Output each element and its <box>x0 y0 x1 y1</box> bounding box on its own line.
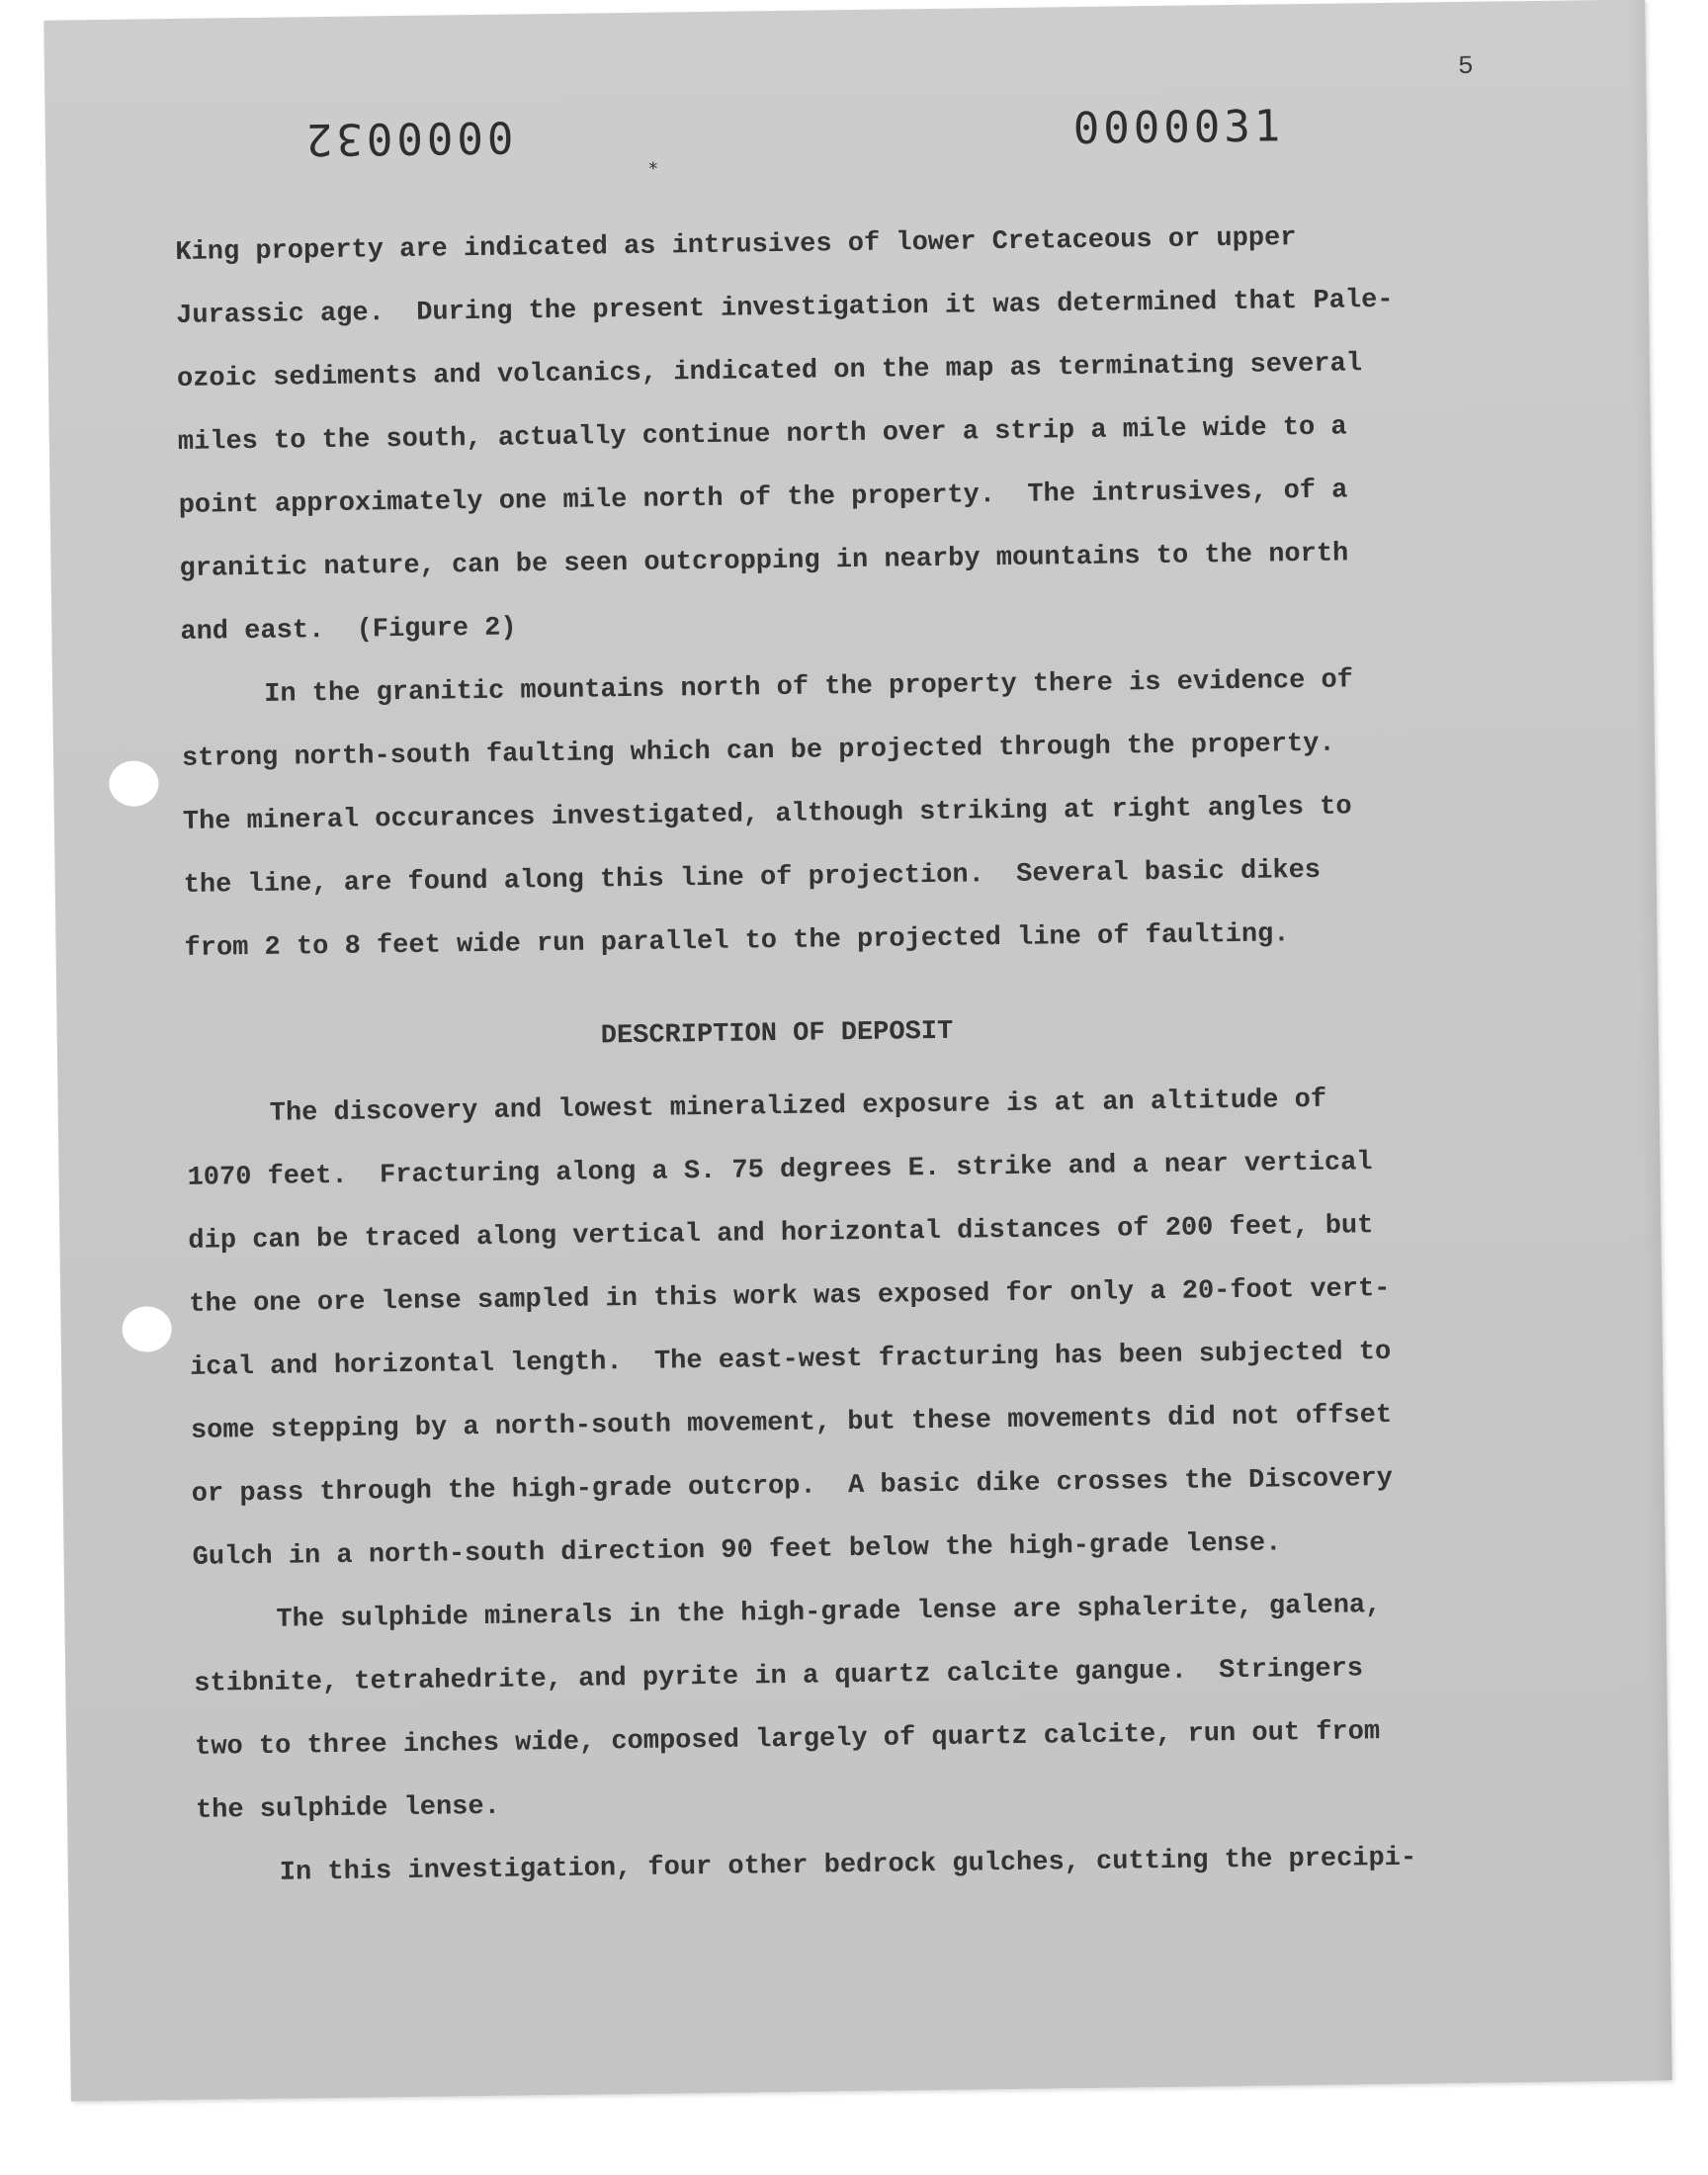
paragraph <box>193 1572 1510 1842</box>
text-line: ical and horizontal length. The east-west fracturing has been subjected to <box>189 1337 1392 1383</box>
text-line: some stepping by a north-south movement, but these movements did not offset <box>190 1400 1393 1446</box>
text-line: The sulphide minerals in the high-grade lense are sphalerite, galena, <box>276 1591 1382 1635</box>
typed-body-text <box>175 205 1511 1906</box>
paragraph <box>186 1066 1507 1589</box>
text-line: and east. (Figure 2) <box>180 613 517 648</box>
asterisk-mark: * <box>648 158 658 180</box>
text-line: In the granitic mountains north of the property there is evidence of <box>264 665 1354 710</box>
document-id-inverted: 0000032 <box>301 111 514 165</box>
text-line: the sulphide lense. <box>195 1791 501 1826</box>
text-line: The mineral occurances investigated, although striking at right angles to <box>182 792 1352 837</box>
text-line: the one ore lense sampled in this work was exposed for only a 20-foot vert- <box>189 1273 1391 1320</box>
text-line: or pass through the high-grade outcrop. A basic dike crosses the Discovery <box>191 1463 1394 1510</box>
paragraph <box>181 648 1499 981</box>
document-id: 0000031 <box>1072 101 1285 155</box>
text-line: Jurassic age. During the present investigation it was determined that Pale- <box>176 285 1394 331</box>
paragraph <box>175 205 1495 664</box>
page-number: 5 <box>1457 50 1474 81</box>
text-line: the line, are found along this line of projection. Several basic dikes <box>183 855 1322 901</box>
paper-sheet <box>43 0 1671 2102</box>
sheet-edge-shadow <box>1627 0 1672 2081</box>
text-line: point approximately one mile north of the property. The intrusives, of a <box>178 476 1348 521</box>
text-line: strong north-south faulting which can be projected through the property. <box>181 729 1335 774</box>
text-line: granitic nature, can be seen outcropping in nearby mountains to the north <box>179 539 1349 584</box>
text-line: two to three inches wide, composed largely of quartz calcite, run out from <box>194 1717 1381 1763</box>
section-heading: DESCRIPTION OF DEPOSIT <box>600 1016 954 1052</box>
text-line: from 2 to 8 feet wide run parallel to the projected line of faulting. <box>184 919 1290 964</box>
text-line: miles to the south, actually continue north over a strip a mile wide to a <box>177 412 1347 458</box>
text-line: Gulch in a north-south direction 90 feet below the high-grade lense. <box>192 1528 1282 1573</box>
punch-hole-bottom <box>122 1306 172 1352</box>
text-line: dip can be traced along vertical and horizontal distances of 200 feet, but <box>188 1211 1374 1257</box>
punch-hole-top <box>109 760 159 807</box>
text-line: stibnite, tetrahedrite, and pyrite in a quartz calcite gangue. Stringers <box>194 1654 1364 1699</box>
text-line: King property are indicated as intrusives of lower Cretaceous or upper <box>175 223 1297 268</box>
text-line: In this investigation, four other bedrock gulches, cutting the precipi- <box>279 1843 1417 1888</box>
text-line: 1070 feet. Fracturing along a S. 75 degrees E. strike and a near vertical <box>187 1148 1373 1193</box>
text-line: ozoic sediments and volcanics, indicated on the map as terminating several <box>176 349 1363 394</box>
text-line: The discovery and lowest mineralized exposure is at an altitude of <box>269 1085 1327 1129</box>
